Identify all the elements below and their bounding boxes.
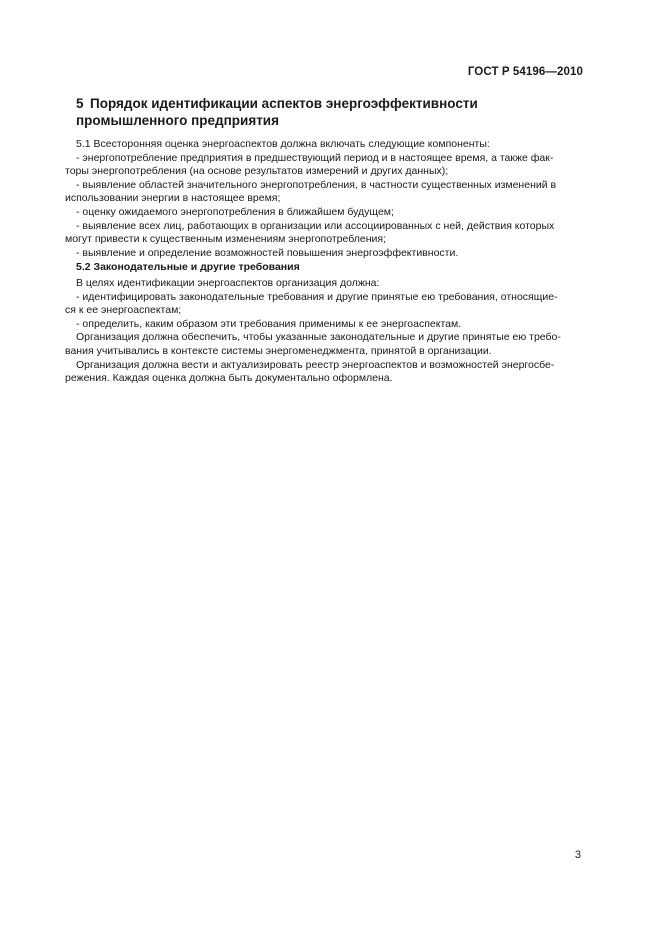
body-text: [65, 138, 584, 386]
paragraph-line: могут привести к существенным изменениям энергопотребления;: [65, 233, 386, 246]
paragraph-line: ся к ее энергоаспектам;: [65, 304, 182, 317]
list-item: - выявление всех лиц, работающих в организации или ассоциированных с ней, действия которых: [76, 219, 555, 232]
standard-code: ГОСТ Р 54196—2010: [467, 66, 583, 78]
page-number: 3: [574, 849, 581, 861]
list-item: - энергопотребление предприятия в предшествующий период и в настоящее время, а также фак-: [76, 151, 554, 164]
paragraph-line: В целях идентификации энергоаспектов организация должна:: [76, 276, 380, 289]
paragraph-line: вания учитывались в контексте системы энергоменеджмента, принятой в организации.: [65, 344, 492, 357]
section-title-line-1: Порядок идентификации аспектов энергоэффективности: [90, 96, 478, 111]
list-item: - идентифицировать законодательные требования и другие принятые ею требования, относящие-: [76, 290, 558, 303]
list-item: - выявление областей значительного энергопотребления, в частности существенных изменений в: [76, 178, 557, 191]
paragraph-line: торы энергопотребления (на основе результатов измерений и других данных);: [65, 165, 449, 178]
list-item: - выявление и определение возможностей повышения энергоэффективности.: [76, 246, 459, 259]
paragraph-line: 5.1 Всесторонняя оценка энергоаспектов должна включать следующие компоненты:: [76, 138, 490, 150]
paragraph-line: режения. Каждая оценка должна быть документально оформлена.: [65, 372, 393, 385]
subsection-title: 5.2 Законодательные и другие требования: [76, 261, 300, 274]
paragraph-line: использовании энергии в настоящее время;: [65, 192, 281, 205]
section-title-line-2: промышленного предприятия: [76, 113, 279, 128]
list-item: - определить, каким образом эти требования применимы к ее энергоаспектам.: [76, 317, 462, 330]
section-number: 5: [76, 96, 84, 111]
paragraph-line: Организация должна обеспечить, чтобы указанные законодательные и другие принятые ею требо-: [76, 331, 561, 344]
list-item: - оценку ожидаемого энергопотребления в ближайшем будущем;: [76, 205, 394, 218]
paragraph-line: Организация должна вести и актуализировать реестр энергоаспектов и возможностей энергосбе-: [76, 358, 555, 371]
